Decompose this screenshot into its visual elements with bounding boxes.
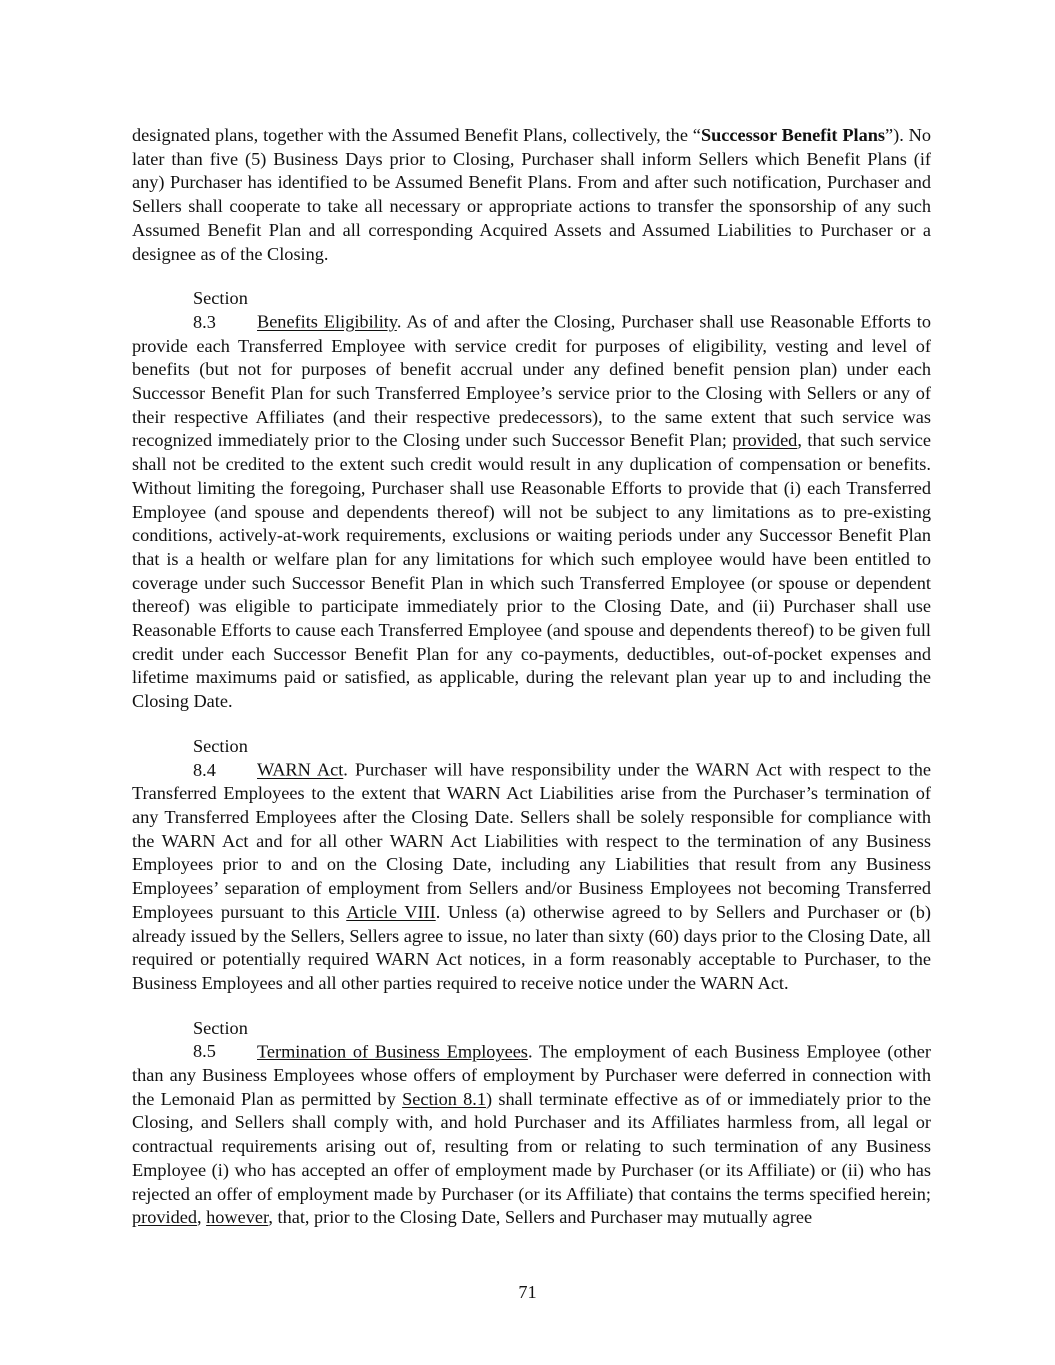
section-8-3-heading: Benefits Eligibility xyxy=(257,311,397,332)
section-8-4-text-2: . Unless (a) otherwise agreed to by Sellers and Purchaser or (b) already issued by the Sellers, Sellers agree to issue, no later than sixty (60) days prior to the Closing Date, all required or potentially required WARN Act notices, in a form reasonably acceptable to Purchaser, to the Business Employees and all other parties required to receive notice under the WARN Act. xyxy=(132,901,931,993)
intro-text-2: ”). No later than five (5) Business Days prior to Closing, Purchaser shall inform Sellers which Benefit Plans (if any) Purchaser has identified to be Assumed Benefit Plans. From and after such notification, Purchaser and Sellers shall cooperate to take all necessary or appropriate actions to transfer the sponsorship of any such Assumed Benefit Plan and all corresponding Acquired Assets and Assumed Liabilities to Purchaser or a designee as of the Closing. xyxy=(132,125,932,264)
section-8-3-text-1: . As of and after the Closing, Purchaser shall use Reasonable Efforts to provide each Transferred Employee with service credit for purposes of eligibility, vesting and level of benefits (but not for purposes of benefit accrual under any defined benefit pension plan) under each Successor Benefit Plan for such Transferred Employee’s service prior to the Closing with Sellers or any of their respective Affiliates (and their respective predecessors), to the same extent that such service was recognized immediately prior to the Closing under such Successor Benefit Plan; xyxy=(132,311,931,451)
intro-text-1: designated plans, together with the Assumed Benefit Plans, collectively, the “ xyxy=(132,125,701,145)
section-8-3-provided: provided xyxy=(732,430,798,451)
section-8-5-number: Section 8.5 xyxy=(193,1017,248,1062)
section-8-5-text-2: ) shall terminate effective as of or immediately prior to the Closing, and Sellers shall comply with, and hold Purchaser and its Affiliates harmless from, all legal or contractual requirements arising out of, resulting from or relating to such termination of any Business Employee (i) who has accepted an offer of employment made by Purchaser (or its Affiliate) or (ii) who has rejected an offer of employment made by Purchaser (or its Affiliate) that contains the terms specified herein; xyxy=(132,1088,931,1204)
section-8-5-text-1: . The employment of each Business Employee (other than any Business Employees whose offers of employment by Purchaser were deferred in connection with the Lemonaid Plan as permitted by xyxy=(132,1041,932,1109)
section-8-5-however: however xyxy=(206,1207,269,1228)
section-8-5-heading: Termination of Business Employees xyxy=(257,1041,528,1062)
section-8-3-number: Section 8.3 xyxy=(193,288,248,332)
section-8-5-text-4: , that, prior to the Closing Date, Sellers and Purchaser may mutually agree xyxy=(268,1207,813,1228)
section-8-4-paragraph xyxy=(132,735,931,996)
document-body xyxy=(132,124,931,1251)
section-8-4-text-1: . Purchaser will have responsibility under the WARN Act with respect to the Transferred Employees to the extent that WARN Act Liabilities arise from the Purchaser’s termination of any Transferred Employees after the Closing Date. Sellers shall be solely responsible for compliance with the WARN Act and for all other WARN Act Liabilities with respect to the termination of any Business Employees prior to and on the Closing Date, including any Liabilities that result from any Business Employees’ separation of employment from Sellers and/or Business Employees not becoming Transferred Employees pursuant to this xyxy=(132,759,931,922)
section-8-5-text-3: , xyxy=(196,1207,207,1228)
section-8-3-paragraph xyxy=(132,287,931,714)
article-viii-reference: Article VIII xyxy=(346,901,436,922)
section-8-5-provided: provided xyxy=(132,1207,197,1228)
section-8-5-paragraph xyxy=(132,1017,931,1230)
intro-paragraph xyxy=(132,124,931,266)
section-8-4-heading: WARN Act xyxy=(257,759,344,780)
section-8-3-text-2: , that such service shall not be credited to the extent such credit would result in any duplication of compensation or benefits. Without limiting the foregoing, Purchaser shall use Reasonable Efforts to provide that (i) each Transferred Employee (and spouse and dependents thereof) will not be subject to any limitations as to pre-existing conditions, actively-at-work requirements, exclusions or waiting periods under any Successor Benefit Plan that is a health or welfare plan for any limitations for which such employee would have been entitled to coverage under such Successor Benefit Plan in which such Transferred Employee (or spouse or dependent thereof) was eligible to participate immediately prior to the Closing Date, and (ii) Purchaser shall use Reasonable Efforts to cause each Transferred Employee (and spouse and dependents thereof) to be given full credit under each Successor Benefit Plan for any co-payments, deductibles, out-of-pocket expenses and lifetime maximums paid or satisfied, as applicable, during the relevant plan year up to and including the Closing Date. xyxy=(132,430,931,712)
section-8-1-reference: Section 8.1 xyxy=(402,1088,487,1109)
page-number: 71 xyxy=(518,1282,537,1302)
section-8-4-number: Section 8.4 xyxy=(193,735,248,780)
defined-term-successor-benefit-plans: Successor Benefit Plans xyxy=(700,125,886,145)
